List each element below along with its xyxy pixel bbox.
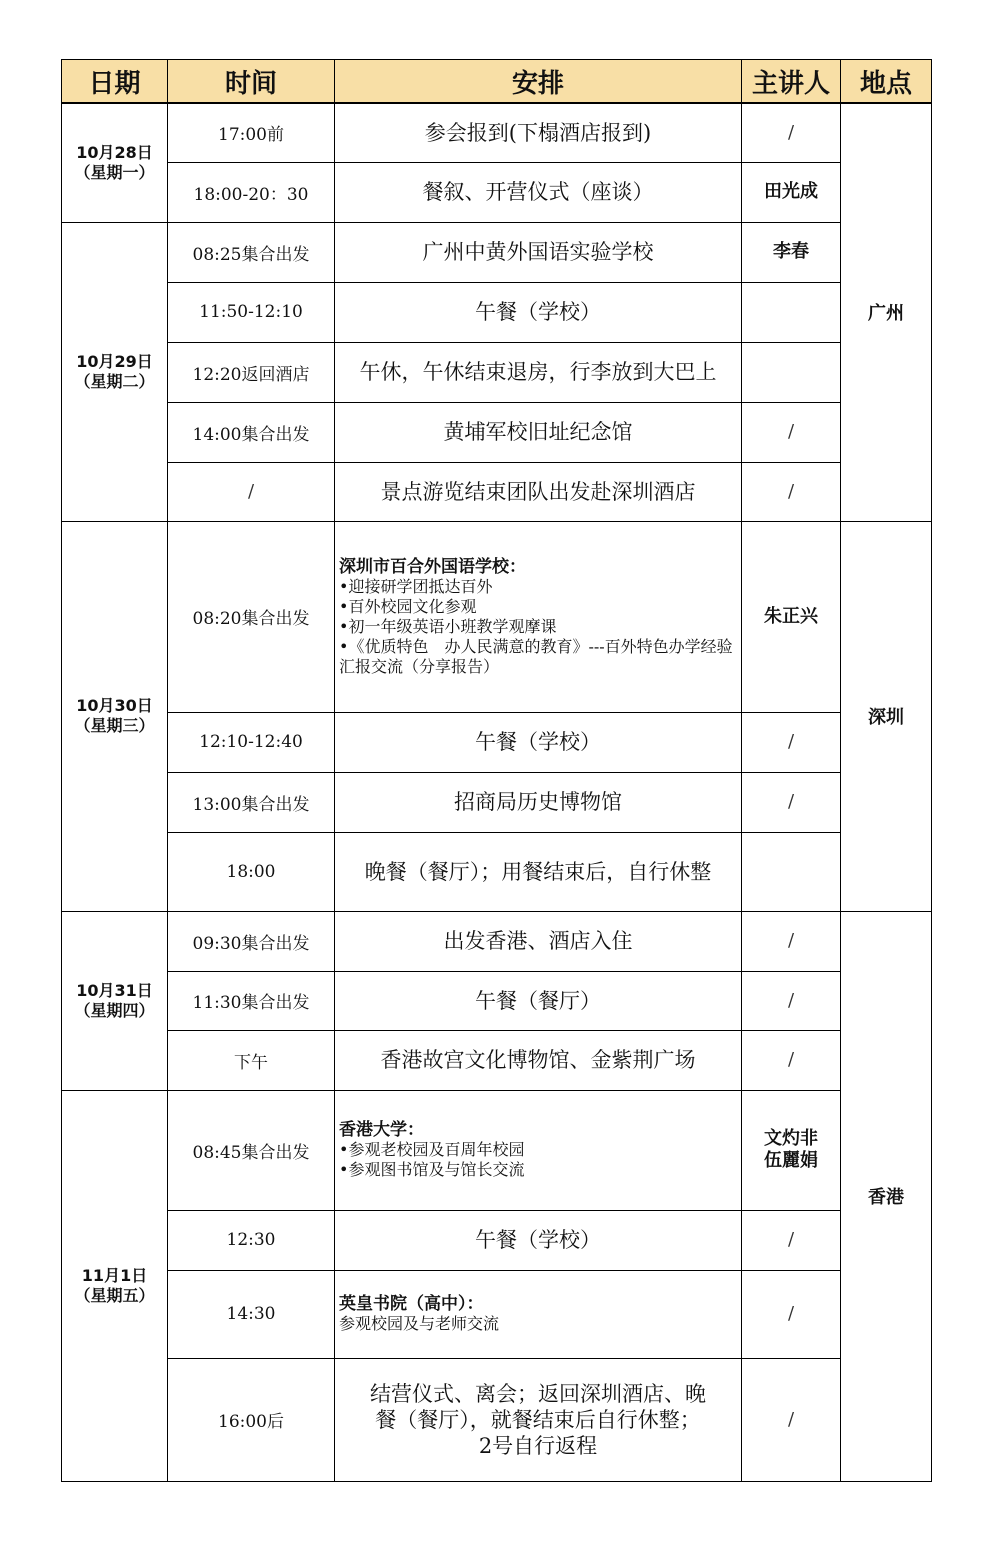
- speaker-cell: [742, 342, 841, 402]
- time-cell: 18:00: [168, 832, 335, 911]
- activity-cell: 晚餐（餐厅）；用餐结束后，自行休整: [335, 832, 742, 911]
- activity-item: •迎接研学团抵达百外: [339, 576, 493, 596]
- table-row: [62, 103, 932, 162]
- time-cell: 14:30: [168, 1270, 335, 1358]
- table-row: [62, 1270, 932, 1358]
- speaker-cell: /: [742, 911, 841, 971]
- header-location: 地点: [841, 60, 932, 104]
- header-time: 时间: [168, 60, 335, 104]
- activity-cell: 香港故宫文化博物馆、金紫荆广场: [335, 1030, 742, 1090]
- table-row: [62, 521, 932, 712]
- time-cell: 12:30: [168, 1210, 335, 1270]
- time-cell: 18:00-20：30: [168, 162, 335, 222]
- activity-cell: 餐叙、开营仪式（座谈）: [335, 162, 742, 222]
- date-cell: 10月31日 （星期四）: [62, 911, 168, 1090]
- activity-cell: 参会报到(下榻酒店报到): [335, 103, 742, 162]
- activity-item: •《优质特色 办人民满意的教育》---百外特色办学经验汇报交流（分享报告）: [339, 636, 733, 676]
- activity-item: •参观老校园及百周年校园: [339, 1140, 525, 1159]
- time-cell: 12:20返回酒店: [168, 342, 335, 402]
- time-cell: 17:00前: [168, 103, 335, 162]
- speaker-cell: /: [742, 1210, 841, 1270]
- location-cell: 深圳: [841, 521, 932, 911]
- table-row: [62, 222, 932, 282]
- speaker-cell: [742, 832, 841, 911]
- date-cell: 10月30日 （星期三）: [62, 521, 168, 911]
- time-cell: 下午: [168, 1030, 335, 1090]
- header-arrangement: 安排: [335, 60, 742, 104]
- location-cell: 香港: [841, 911, 932, 1481]
- header-date: 日期: [62, 60, 168, 104]
- speaker-cell: 李春: [742, 222, 841, 282]
- speaker-cell: 文灼非 伍麗娟: [742, 1090, 841, 1210]
- activity-cell: 午休，午休结束退房，行李放到大巴上: [335, 342, 742, 402]
- activity-cell: 出发香港、酒店入住: [335, 911, 742, 971]
- time-cell: 08:45集合出发: [168, 1090, 335, 1210]
- activity-cell: 午餐（学校）: [335, 712, 742, 772]
- date-cell: 10月29日 （星期二）: [62, 222, 168, 521]
- activity-cell: [335, 521, 742, 712]
- table-row: [62, 911, 932, 971]
- table-row: [62, 462, 932, 521]
- activity-cell: 午餐（学校）: [335, 282, 742, 342]
- table-row: [62, 971, 932, 1030]
- activity-title: 香港大学：: [339, 1120, 424, 1140]
- activity-title: 深圳市百合外国语学校：: [339, 556, 526, 577]
- table-row: [62, 1030, 932, 1090]
- table-row: [62, 1210, 932, 1270]
- time-cell: 08:25集合出发: [168, 222, 335, 282]
- speaker-cell: /: [742, 712, 841, 772]
- schedule-table: [61, 59, 932, 1482]
- table-row: [62, 342, 932, 402]
- table-row: [62, 282, 932, 342]
- speaker-cell: /: [742, 1030, 841, 1090]
- speaker-cell: /: [742, 971, 841, 1030]
- speaker-cell: /: [742, 402, 841, 462]
- location-cell: 广州: [841, 103, 932, 521]
- activity-cell: 招商局历史博物馆: [335, 772, 742, 832]
- time-cell: 16:00后: [168, 1358, 335, 1481]
- activity-cell: [335, 1270, 742, 1358]
- table-row: [62, 1090, 932, 1210]
- activity-cell: 黄埔军校旧址纪念馆: [335, 402, 742, 462]
- table-row: [62, 402, 932, 462]
- date-cell: 11月1日 （星期五）: [62, 1090, 168, 1481]
- speaker-cell: [742, 282, 841, 342]
- time-cell: 11:50-12:10: [168, 282, 335, 342]
- time-cell: 14:00集合出发: [168, 402, 335, 462]
- activity-item: •初一年级英语小班教学观摩课: [339, 616, 557, 636]
- time-cell: 11:30集合出发: [168, 971, 335, 1030]
- date-cell: 10月28日 （星期一）: [62, 103, 168, 222]
- table-row: [62, 712, 932, 772]
- activity-cell: 景点游览结束团队出发赴深圳酒店: [335, 462, 742, 521]
- activity-cell: [335, 1090, 742, 1210]
- activity-item: •参观图书馆及与馆长交流: [339, 1160, 525, 1179]
- speaker-cell: /: [742, 103, 841, 162]
- activity-cell: 广州中黄外国语实验学校: [335, 222, 742, 282]
- activity-cell: 午餐（学校）: [335, 1210, 742, 1270]
- time-cell: 12:10-12:40: [168, 712, 335, 772]
- speaker-cell: 朱正兴: [742, 521, 841, 712]
- speaker-cell: /: [742, 772, 841, 832]
- activity-cell: 午餐（餐厅）: [335, 971, 742, 1030]
- speaker-cell: /: [742, 1270, 841, 1358]
- speaker-cell: 田光成: [742, 162, 841, 222]
- activity-title: 英皇书院（高中）：: [339, 1294, 484, 1314]
- activity-item: 参观校园及与老师交流: [339, 1314, 500, 1333]
- table-row: [62, 162, 932, 222]
- time-cell: 13:00集合出发: [168, 772, 335, 832]
- time-cell: /: [168, 462, 335, 521]
- activity-cell: 结营仪式、离会；返回深圳酒店、晚 餐（餐厅），就餐结束后自行休整； 2号自行返程: [335, 1358, 742, 1481]
- speaker-cell: /: [742, 462, 841, 521]
- activity-item: •百外校园文化参观: [339, 596, 477, 616]
- speaker-cell: /: [742, 1358, 841, 1481]
- table-row: [62, 832, 932, 911]
- time-cell: 08:20集合出发: [168, 521, 335, 712]
- header-speaker: 主讲人: [742, 60, 841, 104]
- table-row: [62, 1358, 932, 1481]
- table-row: [62, 772, 932, 832]
- time-cell: 09:30集合出发: [168, 911, 335, 971]
- header-row: [62, 60, 932, 104]
